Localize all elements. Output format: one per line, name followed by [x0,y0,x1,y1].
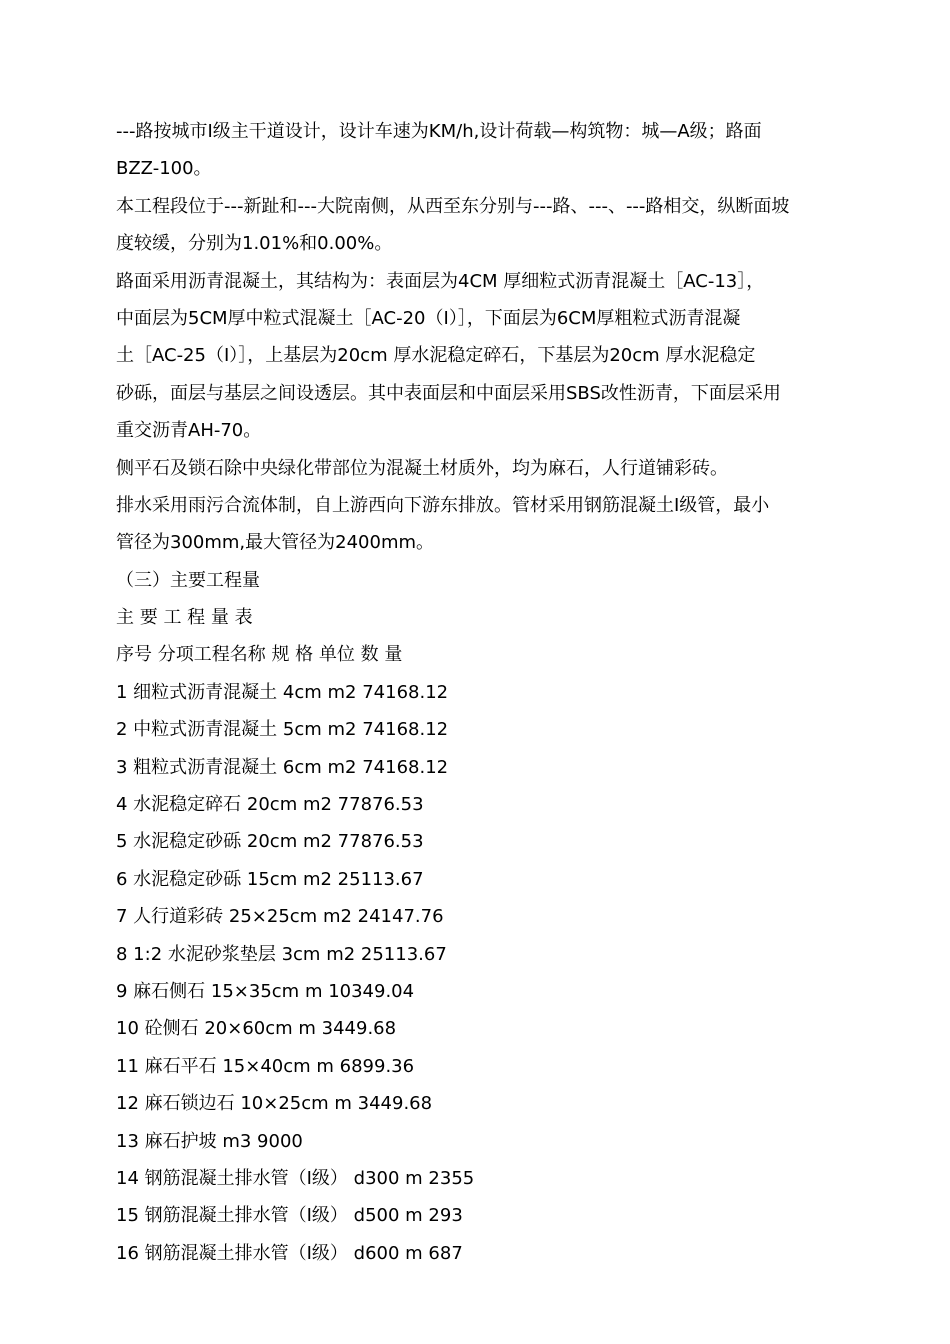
text-line: 砂砾，面层与基层之间设透层。其中表面层和中面层采用SBS改性沥青，下面层采用 [116,382,781,404]
paragraph-pavement-structure [116,263,836,450]
table-row: 6 水泥稳定砂砾 15cm m2 25113.67 [116,868,424,890]
table-row: 4 水泥稳定碎石 20cm m2 77876.53 [116,794,424,816]
paragraph-drainage [116,487,836,562]
quantity-table [116,674,836,1272]
text-line: ---路按城市Ⅰ级主干道设计，设计车速为KM/h,设计荷载—构筑物：城—A级；路面 [116,121,762,142]
table-row: 7 人行道彩砖 25×25cm m2 24147.76 [116,906,444,928]
table-row: 9 麻石侧石 15×35cm m 10349.04 [116,980,415,1002]
table-row: 15 钢筋混凝土排水管（Ⅰ级） d500 m 293 [116,1205,463,1227]
text-line: 路面采用沥青混凝土，其结构为：表面层为4CM 厚细粒式沥青混凝土［AC-13］， [116,270,765,292]
table-row: 10 砼侧石 20×60cm m 3449.68 [116,1018,397,1040]
table-row: 2 中粒式沥青混凝土 5cm m2 74168.12 [116,719,449,741]
text-line: 度较缓，分别为1.01%和0.00%。 [116,233,393,255]
paragraph-curb-stones [116,450,836,487]
table-row: 16 钢筋混凝土排水管（Ⅰ级） d600 m 687 [116,1242,463,1264]
table-row: 8 1:2 水泥砂浆垫层 3cm m2 25113.67 [116,943,447,965]
section-heading: （三）主要工程量 [116,569,260,591]
text-line: 本工程段位于---新趾和---大院南侧，从西至东分别与---路、---、---路相交，纵断面坡 [116,195,790,217]
text-line: 重交沥青AH-70。 [116,420,262,442]
text-line: 中面层为5CM厚中粒式混凝土［AC-20（I）］，下面层为6CM厚粗粒式沥青混凝 [116,307,741,329]
table-row: 14 钢筋混凝土排水管（Ⅰ级） d300 m 2355 [116,1167,475,1189]
table-row: 12 麻石锁边石 10×25cm m 3449.68 [116,1093,433,1115]
text-line: BZZ-100。 [116,158,212,180]
table-row: 11 麻石平石 15×40cm m 6899.36 [116,1055,415,1077]
table-header: 序号 分项工程名称 规 格 单位 数 量 [116,644,403,666]
text-line: 排水采用雨污合流体制，自上游西向下游东排放。管材采用钢筋混凝土I级管，最小 [116,494,770,516]
table-row: 13 麻石护坡 m3 9000 [116,1130,303,1152]
paragraph-location [116,188,836,263]
text-line: 管径为300mm,最大管径为2400mm。 [116,532,435,554]
table-row: 1 细粒式沥青混凝土 4cm m2 74168.12 [116,681,449,703]
paragraph-design-standard [116,113,836,188]
document-body [116,113,836,1272]
table-row: 3 粗粒式沥青混凝土 6cm m2 74168.12 [116,756,449,778]
text-line: 侧平石及锁石除中央绿化带部位为混凝土材质外，均为麻石，人行道铺彩砖。 [116,457,728,479]
table-title: 主 要 工 程 量 表 [116,607,253,629]
text-line: 土［AC-25（I）］，上基层为20cm 厚水泥稳定碎石，下基层为20cm 厚水泥稳定 [116,345,756,367]
table-row: 5 水泥稳定砂砾 20cm m2 77876.53 [116,831,424,853]
